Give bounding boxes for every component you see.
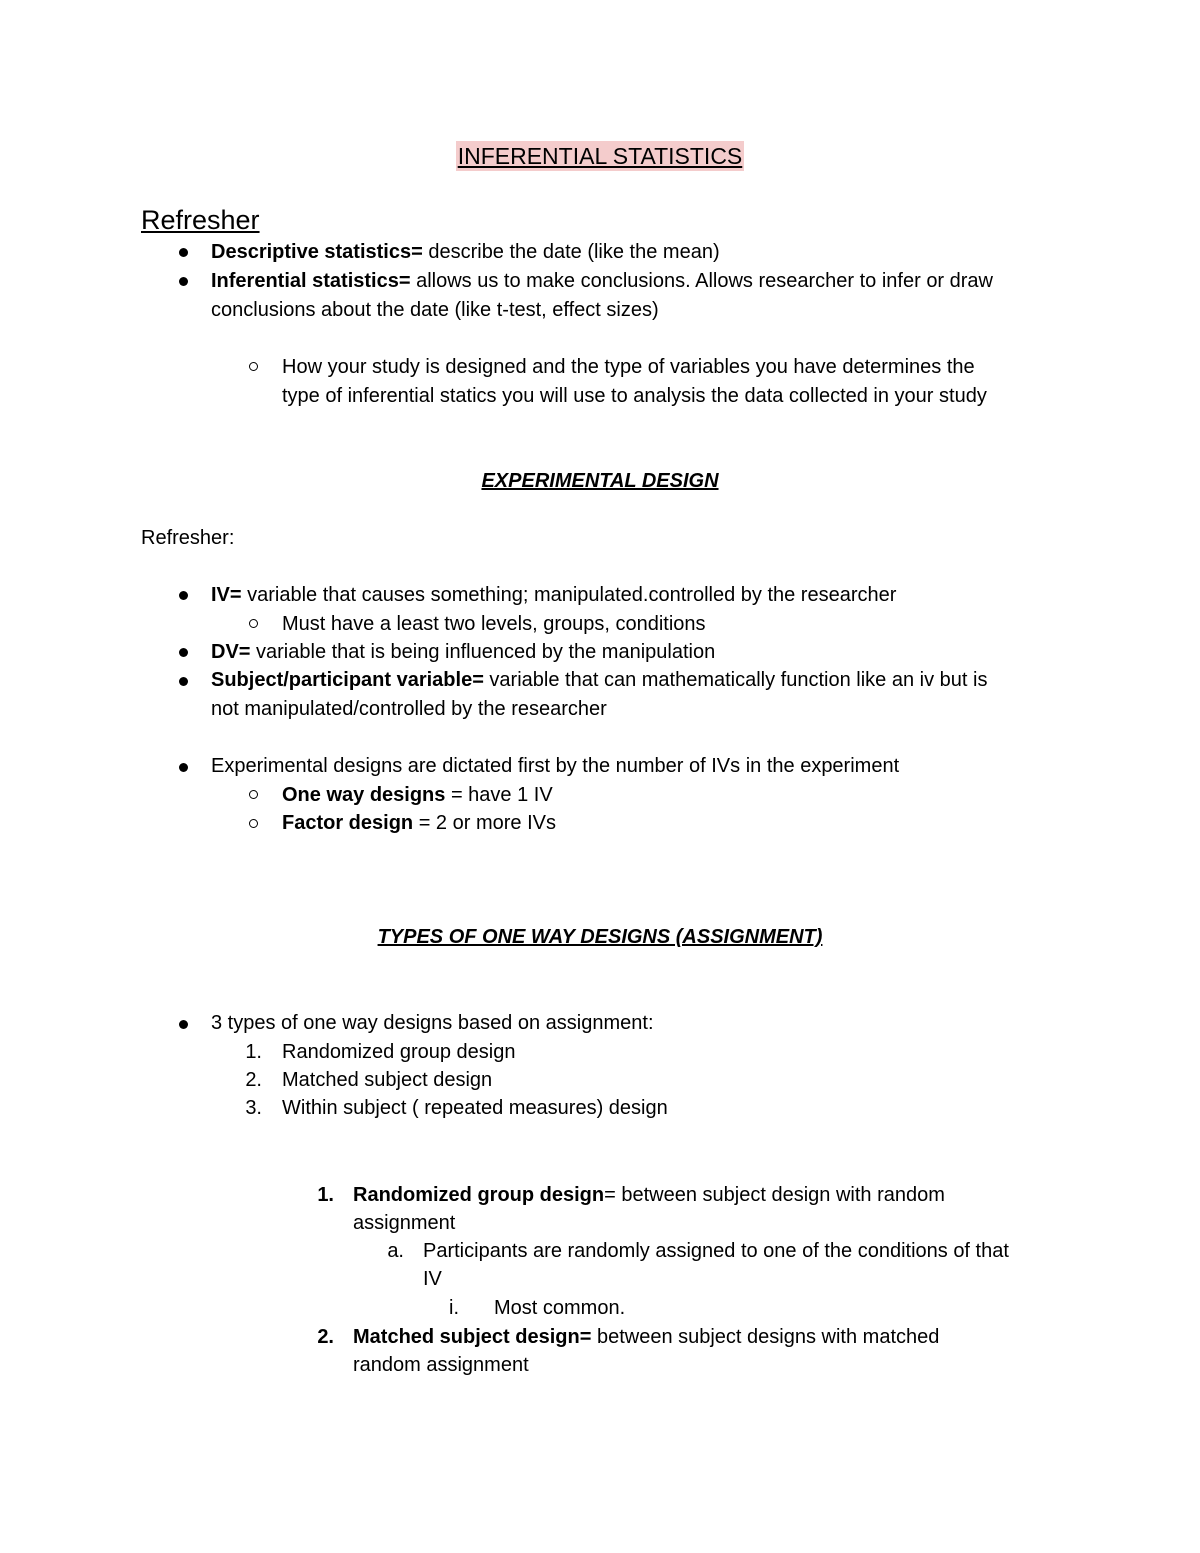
iv-subitem: Must have a least two levels, groups, conditions	[282, 613, 706, 635]
section-heading-text: TYPES OF ONE WAY DESIGNS (ASSIGNMENT)	[377, 926, 823, 948]
definition-text: = between subject design with random	[604, 1184, 945, 1206]
most-common-note: Most common.	[494, 1297, 626, 1319]
list-number: 3.	[245, 1097, 262, 1119]
inferential-stats-cont: conclusions about the date (like t-test, effect sizes)	[211, 299, 659, 321]
bullet-ring-icon	[249, 362, 258, 371]
page-title: INFERENTIAL STATISTICS	[457, 143, 743, 169]
list-number: 2.	[245, 1069, 262, 1091]
exp-refresher-label: Refresher:	[141, 527, 235, 549]
definition-text: between subject designs with matched	[591, 1326, 940, 1348]
bullet-dot-icon	[179, 277, 188, 286]
dv-item	[211, 638, 715, 667]
term-label: Matched subject design=	[353, 1326, 592, 1348]
list-number: 1.	[245, 1041, 262, 1063]
section-heading-text: EXPERIMENTAL DESIGN	[481, 470, 719, 492]
term-label: One way designs	[282, 784, 446, 806]
types-heading	[0, 923, 1200, 952]
descriptive-stats-item	[211, 238, 720, 267]
term-label: Descriptive statistics=	[211, 241, 423, 263]
definition-text: variable that can mathematically function like an iv but is	[483, 669, 988, 691]
subject-variable-item	[211, 666, 987, 695]
random-assign-note: Participants are randomly assigned to one of the conditions of that	[423, 1240, 1009, 1262]
factor-design-item	[282, 809, 556, 838]
matched-design-cont: random assignment	[353, 1354, 529, 1376]
dictated-item: Experimental designs are dictated first by the number of IVs in the experiment	[211, 755, 900, 777]
bullet-ring-icon	[249, 619, 258, 628]
bullet-dot-icon	[179, 248, 188, 257]
one-way-item	[282, 781, 553, 810]
definition-text: allows us to make conclusions. Allows researcher to infer or draw	[410, 270, 994, 292]
term-label: DV=	[211, 641, 251, 663]
term-label: IV=	[211, 584, 242, 606]
term-label: Factor design	[282, 812, 414, 834]
bullet-dot-icon	[179, 1020, 188, 1029]
bullet-dot-icon	[179, 591, 188, 600]
definition-text: variable that causes something; manipulated.controlled by the researcher	[241, 584, 897, 606]
random-assign-note-cont: IV	[423, 1268, 442, 1290]
definition-text: = have 1 IV	[445, 784, 553, 806]
study-design-note: How your study is designed and the type of variables you have determines the	[282, 356, 975, 378]
bullet-dot-icon	[179, 648, 188, 657]
types-intro: 3 types of one way designs based on assignment:	[211, 1012, 654, 1034]
study-design-note-cont: type of inferential statics you will use to analysis the data collected in your study	[282, 385, 987, 407]
list-letter: a.	[387, 1240, 404, 1262]
list-item: Randomized group design	[282, 1041, 516, 1063]
inferential-stats-item	[211, 267, 993, 296]
bullet-ring-icon	[249, 790, 258, 799]
definition-text: describe the date (like the mean)	[422, 241, 720, 263]
iv-item	[211, 581, 896, 610]
definition-text: = 2 or more IVs	[413, 812, 556, 834]
randomized-design-item	[353, 1181, 945, 1210]
matched-design-item	[353, 1323, 939, 1352]
experimental-design-heading	[0, 467, 1200, 496]
bullet-dot-icon	[179, 677, 188, 686]
term-label: Randomized group design	[353, 1184, 605, 1206]
term-label: Subject/participant variable=	[211, 669, 484, 691]
list-roman: i.	[449, 1297, 459, 1319]
subject-variable-cont: not manipulated/controlled by the researcher	[211, 698, 607, 720]
bullet-ring-icon	[249, 819, 258, 828]
refresher-heading: Refresher	[141, 205, 260, 235]
list-item: Matched subject design	[282, 1069, 493, 1091]
randomized-design-cont: assignment	[353, 1212, 456, 1234]
title-row	[0, 141, 1200, 173]
definition-text: variable that is being influenced by the manipulation	[250, 641, 716, 663]
term-label: Inferential statistics=	[211, 270, 411, 292]
list-number: 2.	[317, 1326, 334, 1348]
list-item: Within subject ( repeated measures) design	[282, 1097, 668, 1119]
bullet-dot-icon	[179, 763, 188, 772]
list-number: 1.	[317, 1184, 334, 1206]
